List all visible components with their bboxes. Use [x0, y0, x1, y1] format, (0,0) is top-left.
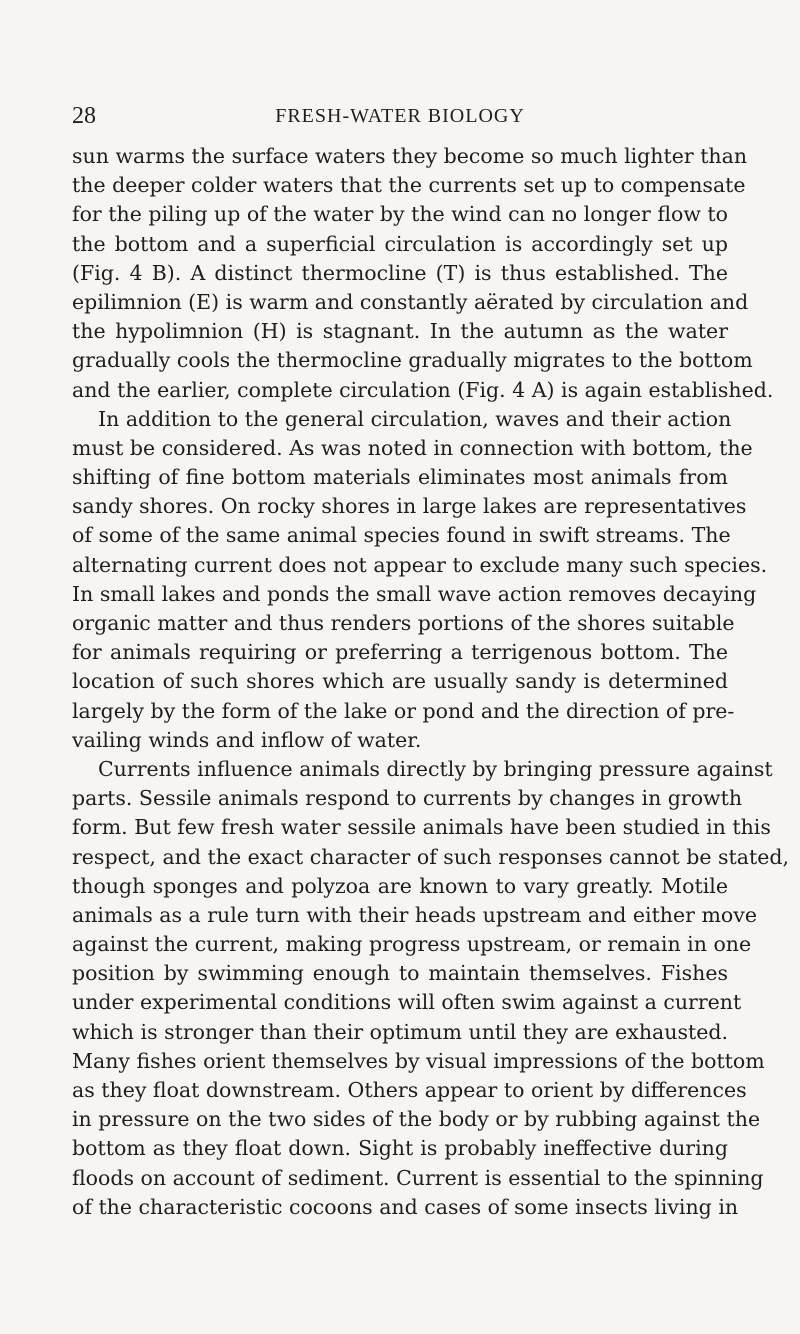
text-line: for the piling up of the water by the wind can no longer flow to [72, 202, 728, 227]
text-line: against the current, making progress upstream, or remain in one [72, 932, 752, 957]
text-line: In small lakes and ponds the small wave action removes decaying [72, 581, 757, 606]
text-line: which is stronger than their optimum until they are exhausted. [72, 1019, 728, 1044]
text-line: the deeper colder waters that the currents set up to compensate [72, 173, 746, 198]
text-line: shifting of fine bottom materials eliminates most animals from [72, 465, 728, 490]
text-line: and the earlier, complete circulation (Fig. 4 A) is again established. [72, 377, 774, 402]
text-line: for animals requiring or preferring a terrigenous bottom. The [72, 640, 728, 665]
text-line: gradually cools the thermocline gradually migrates to the bottom [72, 348, 753, 373]
text-line: organic matter and thus renders portions of the shores suitable [72, 611, 735, 635]
text-line: parts. Sessile animals respond to currents by changes in growth [72, 786, 743, 811]
text-line: largely by the form of the lake or pond and the direction of pre- [72, 698, 735, 723]
paragraph-start-line: Currents influence animals directly by bringing pressure against [98, 756, 773, 781]
text-line: as they float downstream. Others appear to orient by differences [72, 1078, 747, 1102]
text-line: (Fig. 4 B). A distinct thermocline (T) is thus established. The [72, 260, 728, 285]
text-line: Many fishes orient themselves by visual impressions of the bottom [72, 1048, 765, 1073]
text-line: sandy shores. On rocky shores in large lakes are representatives [72, 494, 747, 519]
text-line: floods on account of sediment. Current is essential to the spinning [72, 1165, 764, 1190]
text-line: form. But few fresh water sessile animals have been studied in this [72, 815, 771, 840]
text-line: location of such shores which are usually sandy is determined [72, 669, 728, 694]
body-text [72, 142, 789, 1222]
text-line: vailing winds and inflow of water. [72, 727, 422, 752]
text-line: of some of the same animal species found in swift streams. The [72, 523, 731, 548]
text-line: must be considered. As was noted in connection with bottom, the [72, 435, 753, 460]
text-line: position by swimming enough to maintain themselves. Fishes [72, 961, 728, 986]
text-line: sun warms the surface waters they become so much lighter than [72, 144, 748, 168]
text-line: the bottom and a superficial circulation is accordingly set up [72, 231, 728, 256]
page-number: 28 [72, 103, 96, 129]
text-line: of the characteristic cocoons and cases of some insects living in [72, 1194, 739, 1219]
text-line: in pressure on the two sides of the body or by rubbing against the [72, 1107, 761, 1132]
text-line: epilimnion (E) is warm and constantly aërated by circulation and [72, 289, 749, 314]
text-line: though sponges and polyzoa are known to vary greatly. Motile [72, 873, 728, 898]
text-line: bottom as they float down. Sight is probably ineffective during [72, 1136, 728, 1161]
text-line: the hypolimnion (H) is stagnant. In the autumn as the water [72, 319, 728, 344]
text-line: animals as a rule turn with their heads upstream and either move [72, 902, 757, 927]
page-header [0, 96, 800, 136]
paragraph-start-line: In addition to the general circulation, waves and their action [98, 406, 732, 431]
text-line: respect, and the exact character of such responses cannot be stated, [72, 844, 789, 869]
text-line: under experimental conditions will often swim against a current [72, 990, 742, 1015]
running-head: FRESH-WATER BIOLOGY [275, 105, 525, 127]
text-line: alternating current does not appear to exclude many such species. [72, 552, 768, 577]
